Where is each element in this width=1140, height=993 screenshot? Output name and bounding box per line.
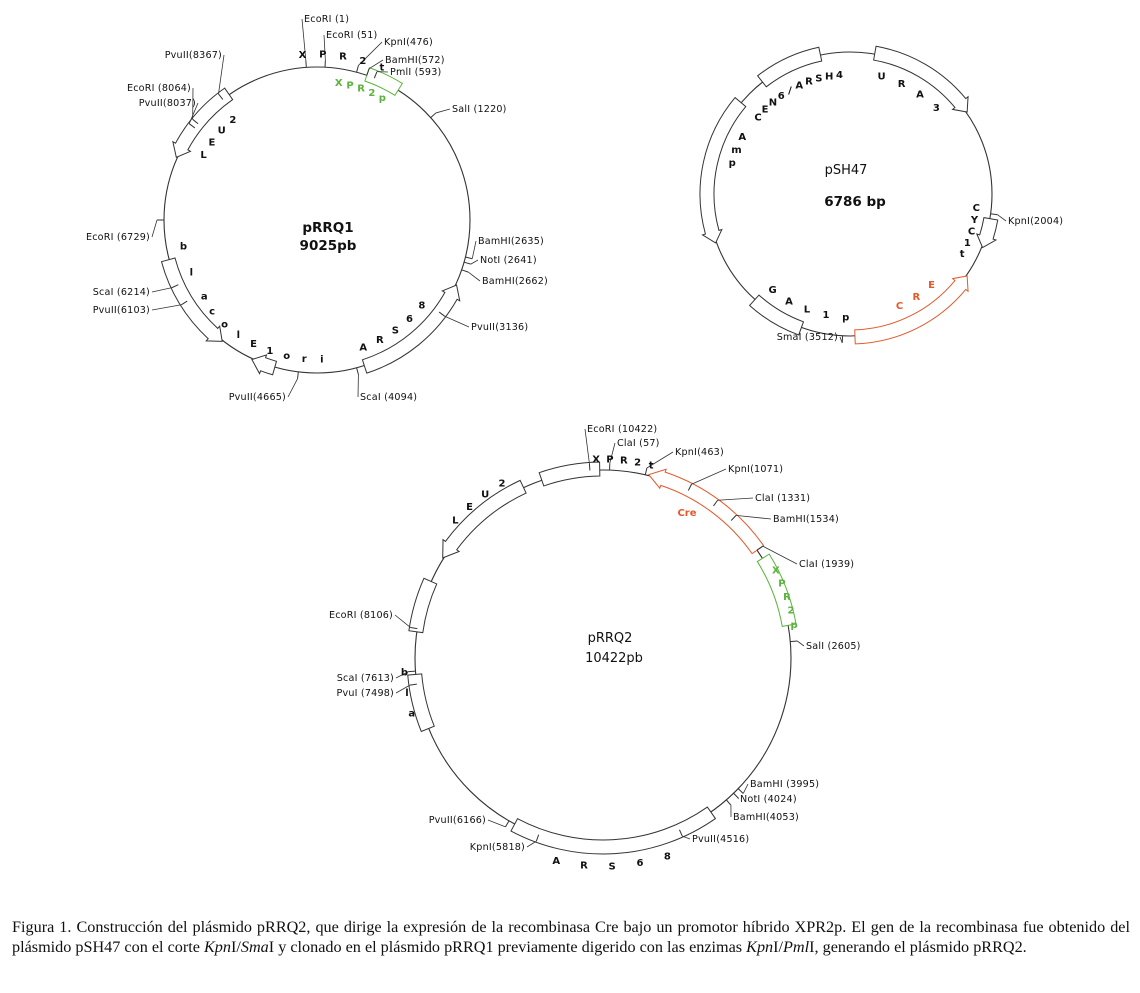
site-pvuii-3136-leader — [445, 316, 469, 327]
caption-figure-label: Figura 1. — [12, 918, 72, 936]
leu2-label-letter: 2 — [498, 478, 506, 490]
ura3-feature — [874, 46, 968, 115]
caption-enzyme-kpn: Kpn — [203, 938, 231, 956]
site-pvui-7498: PvuI (7498) — [336, 688, 394, 699]
site-bamhi-2635-leader — [472, 241, 476, 259]
site-smai-3512: SmaI (3512) — [776, 332, 838, 343]
bla-label-letter: l — [405, 688, 409, 700]
site-kpni-2004: KpnI(2004) — [1008, 216, 1064, 227]
site-ecori-8064: EcoRI (8064) — [126, 83, 191, 94]
xpr2t-label-letter: P — [606, 454, 614, 466]
amp-label-letter: A — [738, 132, 747, 144]
site-kpni-463: KpnI(463) — [675, 447, 724, 458]
site-noti-4024: NotI (4024) — [740, 794, 797, 805]
site-bamhi-2662: BamHI(2662) — [482, 276, 548, 287]
caption-enzyme-suffix: I/ — [773, 938, 784, 956]
cole1-feature — [252, 355, 277, 375]
cole1-ori-label-letter: l — [236, 330, 241, 342]
site-ecori-6729-leader — [152, 220, 157, 237]
site-kpni-1071-leader — [692, 469, 726, 484]
xpr2p-label-letter: R — [357, 83, 365, 95]
site-scai-4094: ScaI (4094) — [360, 392, 418, 403]
site-scai-7613: ScaI (7613) — [336, 673, 394, 684]
site-scai-6214-leader — [152, 288, 172, 292]
site-clai-1939: ClaI (1939) — [799, 559, 855, 570]
site-sali-1220-leader — [436, 109, 450, 113]
ars68-label-letter: 6 — [406, 313, 413, 325]
leu2-label-letter: L — [200, 150, 207, 161]
ars68-label-letter: 6 — [636, 858, 644, 870]
figure-caption — [12, 917, 1130, 957]
site-kpni-2004-tick — [991, 214, 998, 215]
amp-label-letter: m — [731, 144, 742, 156]
site-pvuii-6166-leader — [488, 820, 506, 827]
site-noti-2641-leader — [471, 260, 478, 264]
site-noti-2641: NotI (2641) — [480, 255, 537, 266]
censars-label-letter: C — [754, 112, 762, 124]
leu2-label-letter: E — [466, 501, 474, 513]
site-kpni-5818-leader — [527, 841, 536, 847]
psh47-name: pSH47 — [824, 163, 868, 178]
caption-enzyme-sma: Sma — [240, 938, 269, 956]
xpr2p-label-letter: R — [783, 591, 791, 603]
caption-enzyme-suffix: I, — [809, 938, 819, 956]
site-ecori-6729: EcoRI (6729) — [85, 232, 150, 243]
xpr2p-label-letter: P — [346, 80, 354, 92]
censars-label-letter: H — [825, 71, 834, 83]
gal1p-label-letter: L — [803, 304, 811, 316]
censars-label-letter: N — [768, 97, 778, 109]
site-scai-4094-tick — [357, 368, 359, 375]
xpr2p-label-letter: 2 — [368, 87, 376, 99]
site-scai-6214: ScaI (6214) — [92, 287, 150, 298]
label-layer — [86, 14, 1063, 872]
censars-label-letter: R — [805, 76, 813, 88]
site-kpni-476: KpnI(476) — [384, 37, 433, 48]
ura3-label-letter: 3 — [932, 103, 940, 115]
cole1-ori-label-letter: r — [301, 353, 307, 365]
cre-label-letter: E — [928, 280, 936, 292]
site-noti-2641-tick — [464, 262, 471, 264]
ars68-label-letter: S — [608, 861, 616, 873]
site-bamhi-2635: BamHI(2635) — [478, 236, 544, 247]
xpr2t-label-letter: X — [298, 50, 307, 62]
site-bamhi-572: BamHI(572) — [385, 55, 445, 66]
cre-feature — [855, 276, 968, 344]
site-ecori-8106: EcoRI (8106) — [328, 610, 393, 621]
ura3-label-letter: R — [897, 78, 906, 90]
ars68-feature — [511, 807, 715, 854]
site-ecori-10422: EcoRI (10422) — [587, 424, 658, 435]
cole1-ori-label-letter: c — [209, 306, 216, 318]
xpr2p-label-letter: P — [778, 578, 786, 590]
xpr2t-label-letter: t — [648, 460, 654, 472]
psh47-size: 6786 bp — [824, 194, 886, 210]
site-bamhi-4053: BamHI(4053) — [733, 812, 799, 823]
xpr2t-label-letter: X — [592, 454, 600, 466]
xpr2t-feature — [539, 462, 600, 486]
xpr2p-label-letter: p — [378, 92, 386, 104]
gal1p-feature — [750, 295, 804, 335]
bla-label-letter: b — [400, 667, 409, 679]
site-pvuii-8367: PvuII(8367) — [164, 50, 222, 61]
site-bamhi-1534: BamHI(1534) — [773, 514, 839, 525]
censars-label-letter: S — [815, 73, 823, 85]
censars-label-letter: 6 — [777, 91, 785, 103]
bla-label-letter: l — [189, 267, 194, 279]
prrq2-segment-feature — [409, 578, 437, 632]
site-ecori-8106-leader — [395, 615, 410, 627]
cre-label-letter: C — [895, 301, 904, 312]
site-pvuii-6103-leader — [152, 305, 181, 310]
site-pvuii-4665-leader — [288, 379, 298, 397]
censars-label-letter: A — [795, 80, 804, 92]
site-clai-1331-leader — [718, 498, 753, 500]
caption-text-1: Construcción del plásmido pRRQ2, que dirige la expresión de la recombinasa Cre bajo un promotor híbrido XPR2p. El gen de la recombinasa fue obtenido del plásmido pSH47 con el corte — [12, 918, 1130, 956]
bla-label-letter: b — [179, 241, 188, 253]
cre-feature — [649, 469, 764, 553]
leu2-label-letter: U — [481, 489, 490, 501]
prrq2-size: 10422pb — [585, 651, 643, 666]
cyc1t-label-letter: 1 — [963, 238, 971, 250]
site-pvuii-4665: PvuII(4665) — [228, 392, 286, 403]
site-pmli-593: PmlI (593) — [390, 67, 442, 78]
prrq1-size: 9025pb — [299, 238, 357, 254]
site-kpni-476-tick — [357, 65, 359, 72]
site-pvuii-4665-tick — [298, 372, 299, 379]
ars68-label-letter: A — [359, 342, 368, 354]
cole1-ori-label-letter: i — [320, 354, 324, 366]
amp-feature — [700, 98, 746, 243]
caption-enzyme-pml: Pml — [783, 938, 810, 956]
leu2-label-letter: L — [452, 515, 459, 527]
site-pvuii-6103: PvuII(6103) — [92, 305, 150, 316]
caption-enzyme-suffix: I — [268, 938, 275, 956]
amp-label-letter: p — [728, 157, 736, 169]
xpr2t-label-letter: R — [339, 51, 347, 63]
caption-enzyme-suffix: I/ — [230, 938, 241, 956]
cole1-ori-label-letter: o — [221, 319, 228, 331]
leu2-label-letter: 2 — [229, 115, 237, 127]
site-sali-1220-tick — [431, 113, 436, 118]
site-sali-1220: SalI (1220) — [452, 104, 507, 115]
censars-label-letter: / — [788, 85, 792, 97]
xpr2p-label-letter: 2 — [787, 605, 795, 617]
site-pvuii-3136: PvuII(3136) — [471, 322, 529, 333]
bla-feature — [408, 674, 435, 732]
cyc1t-label-letter: t — [959, 249, 965, 261]
gal1p-label-letter: 1 — [822, 310, 830, 322]
site-sali-2605: SalI (2605) — [806, 641, 861, 652]
site-bamhi-3995: BamHI (3995) — [750, 779, 820, 790]
ars68-label-letter: A — [552, 856, 561, 868]
ars68-label-letter: S — [391, 325, 400, 337]
bla-label-letter: a — [200, 291, 208, 303]
site-bamhi-3995-tick — [738, 789, 743, 794]
site-kpni-2004-leader — [998, 215, 1006, 221]
gal1p-label-letter: A — [785, 296, 793, 308]
leu2-label-letter: U — [217, 125, 226, 137]
prrq2-name: pRRQ2 — [587, 631, 633, 646]
site-sali-2605-leader — [797, 641, 804, 646]
censars-label-letter: 4 — [836, 70, 843, 81]
site-pvuii-6166: PvuII(6166) — [428, 815, 486, 826]
ura3-label-letter: A — [916, 89, 924, 101]
arc-layer — [152, 19, 1006, 854]
site-clai-1331: ClaI (1331) — [755, 493, 811, 504]
site-bamhi-2662-tick — [462, 270, 469, 272]
cyc1t-feature — [977, 218, 998, 248]
cyc1t-label-letter: Y — [970, 214, 979, 226]
xpr2p-label-letter: X — [334, 78, 343, 90]
xpr2t-label-letter: R — [619, 455, 628, 467]
cole1-ori-label-letter: E — [250, 339, 258, 351]
xpr2t-label-letter: 2 — [634, 457, 642, 469]
site-kpni-5818: KpnI(5818) — [469, 842, 525, 853]
cre-label-letter: R — [912, 291, 921, 303]
site-kpni-463-tick — [645, 468, 647, 475]
cyc1t-label-letter: C — [972, 202, 980, 214]
xpr2t-label-letter: t — [379, 62, 385, 74]
ars68-feature — [362, 285, 459, 373]
ars68-label-letter: 8 — [663, 851, 671, 863]
gal1p-label-letter: p — [842, 312, 850, 324]
censars-label-letter: E — [761, 104, 769, 116]
cole1-ori-label-letter: o — [283, 351, 291, 363]
site-bamhi-2635-tick — [465, 257, 472, 259]
site-bamhi-2662-leader — [468, 272, 480, 281]
ura3-label-letter: U — [877, 71, 886, 83]
bla-label-letter: a — [408, 708, 416, 720]
site-bamhi-3995-leader — [743, 784, 748, 793]
gal1p-label-letter: G — [768, 285, 777, 297]
site-pvuii-4516: PvuII(4516) — [692, 834, 750, 845]
prrq1-name: pRRQ1 — [302, 220, 354, 236]
ars68-label-letter: 8 — [418, 300, 426, 312]
site-pvuii-8037: PvuII(8037) — [138, 98, 196, 109]
site-noti-4024-tick — [734, 793, 739, 798]
cre-label-letter: Cre — [677, 508, 697, 519]
site-ecori-51: EcoRI (51) — [326, 30, 378, 41]
site-clai-57: ClaI (57) — [617, 438, 660, 449]
site-bamhi-4053-tick — [726, 800, 731, 805]
xpr2p-label-letter: X — [772, 565, 780, 577]
site-pvuii-4516-leader — [682, 836, 690, 839]
caption-text-3: generando el plásmido pRRQ2. — [822, 938, 1027, 956]
site-sali-2605-tick — [790, 641, 797, 642]
xpr2t-label-letter: 2 — [359, 55, 367, 67]
site-ecori-1: EcoRI (1) — [304, 14, 350, 25]
ars68-label-letter: R — [376, 335, 384, 346]
caption-text-2: y clonado en el plásmido pRRQ1 previamente digerido con las enzimas — [278, 938, 743, 956]
cole1-ori-label-letter: 1 — [266, 346, 274, 358]
site-kpni-1071: KpnI(1071) — [728, 464, 784, 475]
cyc1t-label-letter: C — [967, 226, 976, 238]
xpr2t-label-letter: P — [319, 49, 327, 61]
site-pvuii-6166-tick — [506, 821, 510, 827]
leu2-label-letter: E — [208, 137, 216, 149]
xpr2p-label-letter: p — [790, 619, 798, 631]
caption-enzyme-kpn: Kpn — [746, 938, 774, 956]
ars68-label-letter: R — [580, 860, 588, 872]
